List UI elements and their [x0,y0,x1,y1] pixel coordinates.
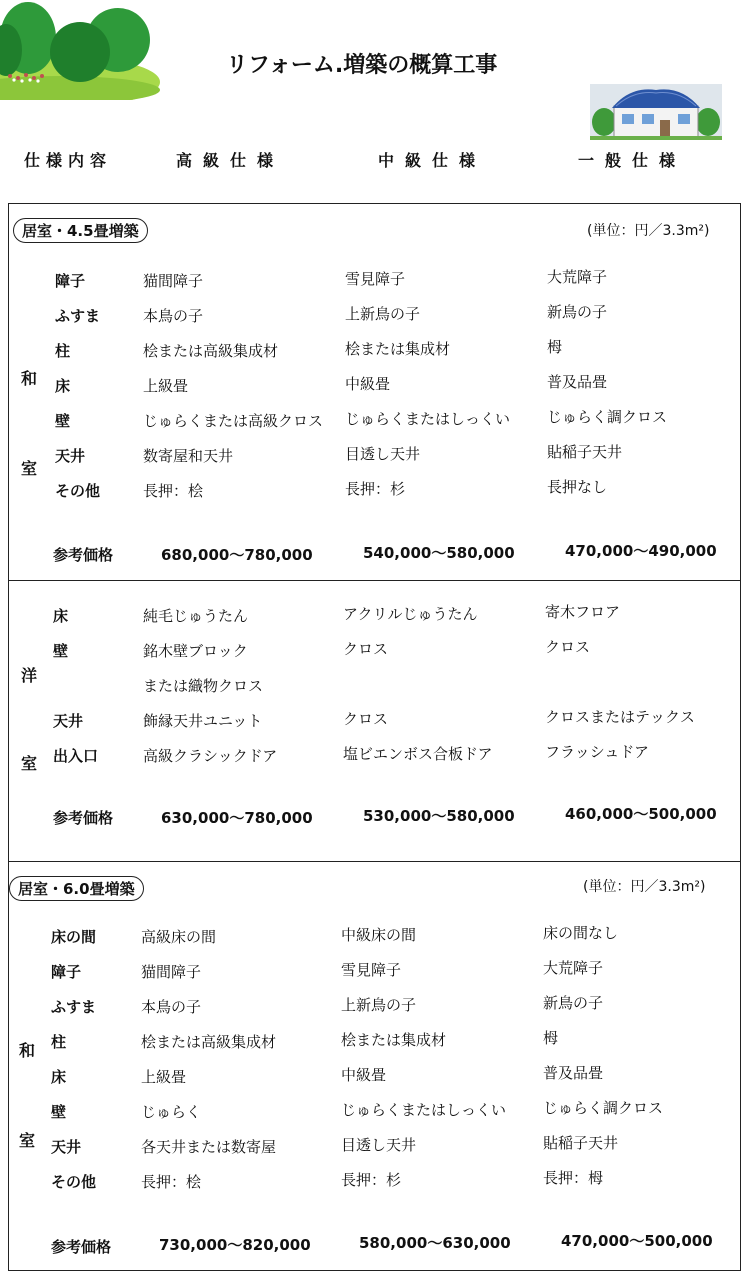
section-45-washitsu-panel [8,203,741,581]
section-45-youshitsu-panel [8,580,741,862]
row-item-label: 天井 [55,447,86,465]
cell-mid: 中級床の間 [341,926,417,944]
cell-mid: アクリルじゅうたん [343,605,478,623]
cell-general: 長押：栂 [543,1169,604,1187]
cell-high: 飾縁天井ユニット [143,712,263,730]
column-header-high: 高級仕様 [176,151,285,170]
cell-high: 純毛じゅうたん [143,607,249,625]
cell-general: クロス [545,638,591,656]
cell-general: 寄木フロア [545,603,621,621]
column-header-spec: 仕様内容 [24,151,113,170]
cell-general: じゅらく調クロス [547,408,668,426]
cell-high: 長押：桧 [143,482,204,500]
cell-high: 猫間障子 [143,272,204,290]
price-label: 参考価格 [53,546,114,564]
washitsu-side-label: 室 [19,1131,36,1150]
cell-mid: 桧または集成材 [345,340,451,358]
row-item-label: 柱 [51,1033,67,1051]
column-header-mid: 中級仕様 [378,151,487,170]
cell-mid: 上新鳥の子 [345,305,421,323]
row-item-label: 床 [55,377,71,395]
row-item-label: 床の間 [51,928,97,946]
row-item-label: 床 [53,607,69,625]
cell-mid: 長押：杉 [341,1171,402,1189]
cell-mid: 目透し天井 [345,445,421,463]
cell-general: 普及品畳 [547,373,608,391]
cell-high: 数寄屋和天井 [143,447,234,465]
cell-general: 大荒障子 [547,268,608,286]
price-mid: 580,000～630,000 [359,1234,511,1252]
price-label: 参考価格 [51,1238,112,1256]
row-item-label: その他 [55,482,101,500]
row-item-label: 床 [51,1068,67,1086]
price-mid: 530,000～580,000 [363,807,515,825]
cell-mid: 目透し天井 [341,1136,417,1154]
cell-high: 高級クラシックドア [143,747,278,765]
cell-general: 普及品畳 [543,1064,604,1082]
cell-high: じゅらくまたは高級クロス [143,412,324,430]
cell-general: クロスまたはテックス [545,708,695,726]
cell-general: 新鳥の子 [543,994,604,1012]
price-high: 730,000～820,000 [159,1236,311,1254]
cell-high: じゅらく [141,1103,202,1121]
washitsu-side-label: 室 [21,459,38,478]
cell-high: 本鳥の子 [143,307,204,325]
cell-general: 長押なし [547,478,608,496]
price-general: 470,000～500,000 [561,1232,713,1250]
cell-mid: クロス [343,640,389,658]
cell-high: 本鳥の子 [141,998,202,1016]
price-mid: 540,000～580,000 [363,544,515,562]
section-label: 居室・6.0畳増築 [9,876,144,901]
price-high: 680,000～780,000 [161,546,313,564]
cell-mid: じゅらくまたはしっくい [345,410,511,428]
cell-high: 銘木壁ブロック [143,642,248,660]
cell-mid: 桧または集成材 [341,1031,447,1049]
washitsu-side-label: 和 [19,1041,36,1060]
cell-high: 高級床の間 [141,928,217,946]
cell-general: 新鳥の子 [547,303,608,321]
cell-general: フラッシュドア [545,743,649,761]
row-item-label: 柱 [55,342,71,360]
row-item-label: 出入口 [53,747,99,765]
cell-high: 桧または高級集成材 [141,1033,277,1051]
cell-general: 大荒障子 [543,959,604,977]
cell-high: 猫間障子 [141,963,202,981]
section-60-washitsu-panel [8,861,741,1271]
cell-high: 上級畳 [141,1068,187,1086]
section-label: 居室・4.5畳増築 [13,218,148,243]
row-item-label: ふすま [51,998,97,1016]
youshitsu-side-label: 洋 [21,666,38,685]
cell-general: 貼稲子天井 [543,1134,619,1152]
cell-mid: 長押：杉 [345,480,406,498]
cell-general: 貼稲子天井 [547,443,623,461]
row-item-label: その他 [51,1173,97,1191]
price-label: 参考価格 [53,809,114,827]
cell-general: 栂 [547,338,563,356]
cell-mid: 雪見障子 [345,270,406,288]
landscape-illustration [0,0,160,100]
cell-high: 長押：桧 [141,1173,202,1191]
row-item-label: 壁 [53,642,69,660]
cell-mid: じゅらくまたはしっくい [341,1101,507,1119]
row-item-label: 天井 [51,1138,82,1156]
page-title: リフォーム.増築の概算工事 [226,53,498,78]
unit-label: (単位：円／3.3m²) [583,879,706,895]
cell-mid: 中級畳 [345,375,391,393]
cell-general: じゅらく調クロス [543,1099,664,1117]
row-item-label: 壁 [51,1103,67,1121]
price-general: 460,000～500,000 [565,805,717,823]
youshitsu-side-label: 室 [21,754,38,773]
price-general: 470,000～490,000 [565,542,717,560]
cell-mid: 上新鳥の子 [341,996,417,1014]
cell-high: または織物クロス [143,677,264,695]
row-item-label: 壁 [55,412,71,430]
washitsu-side-label: 和 [21,369,38,388]
row-item-label: 障子 [55,272,86,290]
building-illustration [590,84,722,140]
price-high: 630,000～780,000 [161,809,313,827]
cell-mid: クロス [343,710,389,728]
column-header-general: 一般仕様 [578,151,687,170]
row-item-label: 障子 [51,963,82,981]
cell-mid: 塩ビエンボス合板ドア [343,745,493,763]
cell-general: 床の間なし [543,924,619,942]
cell-general: 栂 [543,1029,559,1047]
cell-mid: 中級畳 [341,1066,387,1084]
row-item-label: 天井 [53,712,84,730]
cell-high: 各天井または数寄屋 [141,1138,277,1156]
cell-high: 上級畳 [143,377,189,395]
unit-label: (単位：円／3.3m²) [587,223,710,239]
cell-mid: 雪見障子 [341,961,402,979]
row-item-label: ふすま [55,307,101,325]
cell-high: 桧または高級集成材 [143,342,279,360]
